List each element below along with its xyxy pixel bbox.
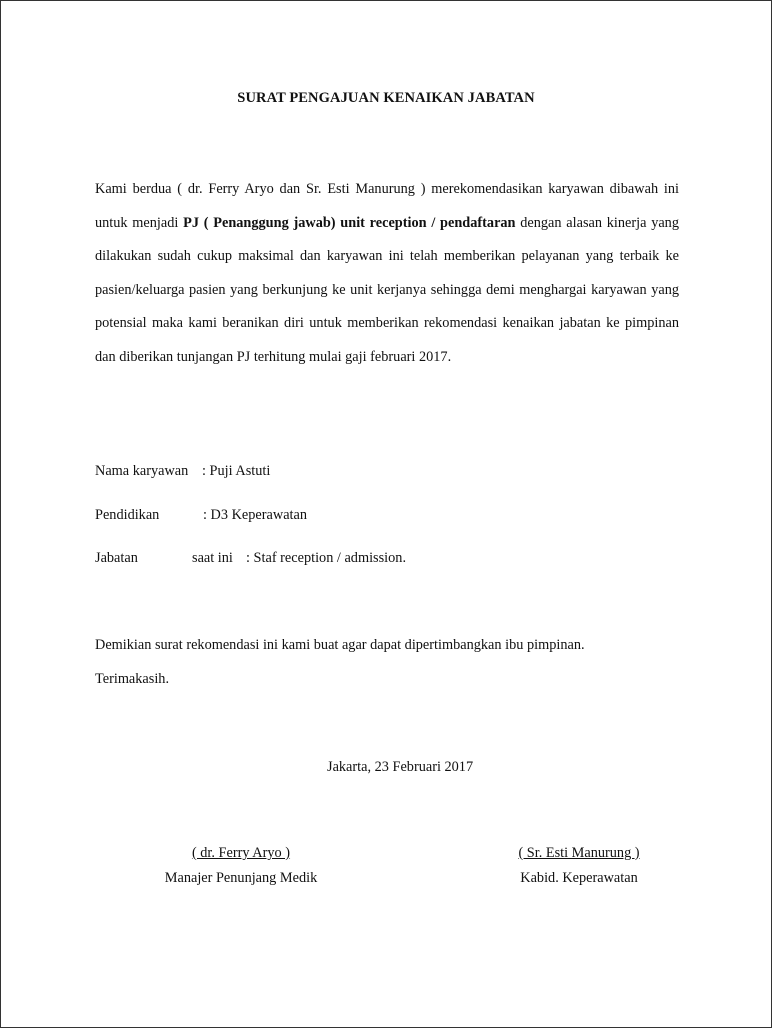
document-title: SURAT PENGAJUAN KENAIKAN JABATAN [237, 90, 535, 106]
position-value: : Staf reception / admission. [246, 550, 407, 566]
body-text-part1: Kami berdua ( dr. Ferry Aryo dan Sr. Esti Manurung ) merekomendasikan karyawan dibawah ini untuk menjadi [95, 181, 679, 231]
closing-line: Demikian surat rekomendasi ini kami buat agar dapat dipertimbangkan ibu pimpinan. [95, 637, 585, 653]
position-label-current: saat ini [192, 550, 233, 566]
signatory-left-title: Manajer Penunjang Medik [164, 870, 318, 886]
education-value: : D3 Keperawatan [203, 507, 308, 523]
signatory-left [151, 845, 331, 887]
body-paragraph [95, 173, 679, 375]
signatory-right-name: ( Sr. Esti Manurung ) [518, 845, 640, 861]
position-row [95, 550, 406, 567]
employee-name-row [95, 463, 270, 480]
thanks-line: Terimakasih. [95, 671, 170, 687]
signatory-right-title: Kabid. Keperawatan [520, 870, 638, 886]
education-row [95, 507, 307, 524]
employee-name-value: : Puji Astuti [202, 463, 271, 479]
position-label: Jabatan [95, 550, 138, 566]
employee-name-label: Nama karyawan [95, 463, 189, 479]
signatory-right [489, 845, 669, 887]
education-label: Pendidikan [95, 507, 160, 523]
place-date: Jakarta, 23 Februari 2017 [327, 759, 474, 775]
body-text-part2: dengan alasan kinerja yang dilakukan sudah cukup maksimal dan karyawan ini telah memberikan pelayanan yang terbaik ke pasien/keluarga pasien yang berkunjung ke unit kerjanya sehingga demi menghargai karyawan yang potensial maka kami beranikan diri untuk memberikan rekomendasi kenaikan jabatan ke pimpinan dan diberikan tunjangan PJ terhitung mulai gaji februari 2017. [95, 214, 679, 365]
signatory-left-name: ( dr. Ferry Aryo ) [191, 845, 291, 861]
body-text-bold: PJ ( Penanggung jawab) unit reception / pendaftaran [183, 214, 516, 231]
